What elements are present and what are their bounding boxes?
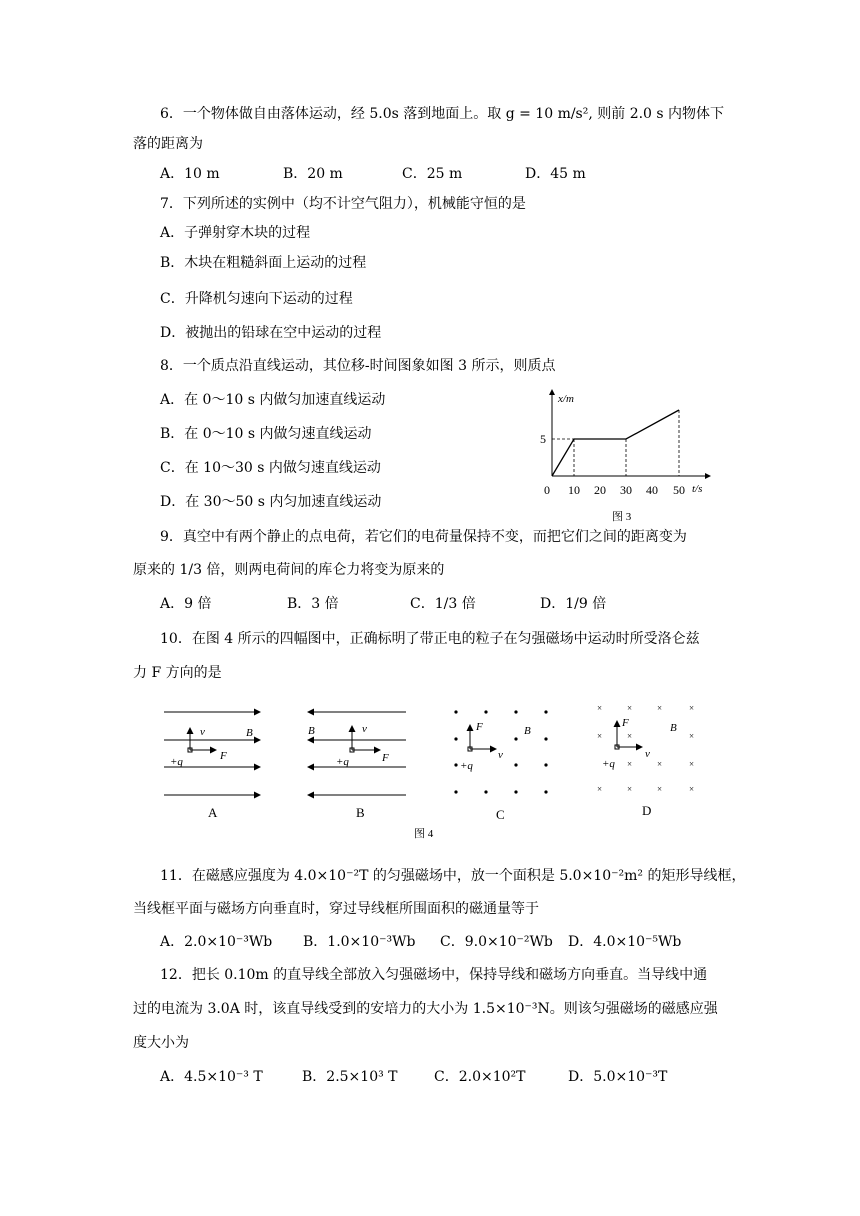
svg-text:×: × (657, 759, 663, 769)
b-label: B (308, 725, 315, 737)
q6-option-d: D．45 m (525, 166, 586, 182)
q8-option-d: D．在 30～50 s 内匀加速直线运动 (160, 494, 382, 510)
panel-label-d: D (642, 803, 652, 818)
y-axis-label: x/m (558, 393, 574, 405)
q-label: +q (460, 760, 473, 772)
b-label: B (670, 722, 677, 734)
x-tick-0: 0 (544, 483, 550, 497)
svg-text:×: × (597, 784, 603, 794)
q12-option-b: B．2.5×10³ T (302, 1069, 398, 1085)
q9-option-d: D．1/9 倍 (540, 596, 607, 612)
q8-stem: 8．一个质点沿直线运动，其位移-时间图象如图 3 所示，则质点 (160, 358, 556, 374)
svg-text:×: × (689, 731, 695, 741)
q6-option-c: C．25 m (402, 166, 463, 182)
q7-stem: 7．下列所述的实例中（均不计空气阻力），机械能守恒的是 (160, 196, 526, 212)
q9-option-c: C．1/3 倍 (410, 596, 476, 612)
svg-text:×: × (627, 784, 633, 794)
f-label: F (382, 752, 389, 764)
q7-option-a: A．子弹射穿木块的过程 (160, 225, 311, 241)
q-label: +q (602, 758, 615, 770)
q12-stem-line3: 度大小为 (133, 1035, 189, 1051)
f-label: F (622, 717, 629, 729)
q9-stem-line2: 原来的 1/3 倍，则两电荷间的库仑力将变为原来的 (133, 562, 445, 578)
x-tick-20: 20 (594, 483, 606, 497)
panel-d (597, 703, 694, 818)
panel-label-c: C (496, 807, 505, 822)
panel-b (308, 712, 406, 820)
y-tick-5: 5 (540, 432, 546, 446)
v-label: v (498, 749, 503, 761)
x-axis-label: t/s (692, 483, 703, 495)
x-tick-50: 50 (673, 483, 685, 497)
q11-stem-line2: 当线框平面与磁场方向垂直时，穿过导线框所围面积的磁通量等于 (133, 901, 539, 917)
f-label: F (476, 721, 483, 733)
figure-3-caption: 图 3 (612, 511, 632, 523)
svg-text:×: × (597, 703, 603, 713)
q-label: +q (336, 756, 349, 768)
q11-stem-line1: 11．在磁感应强度为 4.0×10⁻²T 的匀强磁场中，放一个面积是 5.0×10⁻²m² 的矩形导线框， (160, 868, 746, 884)
panel-label-b: B (356, 805, 365, 820)
q6-option-a: A．10 m (160, 166, 220, 182)
figure-4-lorentz-force (150, 695, 720, 845)
q11-option-b: B．1.0×10⁻³Wb (303, 934, 416, 950)
f-label: F (220, 750, 227, 762)
q9-option-b: B．3 倍 (287, 596, 339, 612)
svg-text:×: × (627, 731, 633, 741)
svg-text:×: × (689, 759, 695, 769)
v-label: v (362, 723, 367, 735)
q6-option-b: B．20 m (283, 166, 343, 182)
panel-c (454, 710, 547, 822)
q12-option-a: A．4.5×10⁻³ T (160, 1069, 263, 1085)
q9-option-a: A．9 倍 (160, 596, 212, 612)
x-tick-40: 40 (646, 483, 658, 497)
q8-option-a: A．在 0～10 s 内做匀加速直线运动 (160, 392, 386, 408)
q8-option-c: C．在 10～30 s 内做匀速直线运动 (160, 460, 381, 476)
q7-option-b: B．木块在粗糙斜面上运动的过程 (160, 255, 367, 271)
panel-label-a: A (208, 805, 218, 820)
svg-text:×: × (689, 784, 695, 794)
x-tick-10: 10 (568, 483, 580, 497)
q12-option-d: D．5.0×10⁻³T (568, 1069, 668, 1085)
svg-text:×: × (657, 784, 663, 794)
xt-graph-line (552, 410, 679, 476)
q12-stem-line2: 过的电流为 3.0A 时，该直导线受到的安培力的大小为 1.5×10⁻³N。则该匀强磁场的磁感应强 (133, 1001, 718, 1017)
q6-stem-line2: 落的距离为 (133, 136, 203, 152)
svg-text:×: × (657, 703, 663, 713)
svg-text:×: × (627, 703, 633, 713)
q7-option-d: D．被抛出的铅球在空中运动的过程 (160, 325, 382, 341)
svg-text:×: × (597, 731, 603, 741)
svg-text:×: × (627, 759, 633, 769)
q11-option-a: A．2.0×10⁻³Wb (160, 934, 273, 950)
q7-option-c: C．升降机匀速向下运动的过程 (160, 291, 353, 307)
b-label: B (524, 725, 531, 737)
x-tick-30: 30 (620, 483, 632, 497)
svg-text:×: × (689, 703, 695, 713)
figure-4-caption: 图 4 (414, 828, 434, 840)
q-label: +q (170, 756, 183, 768)
b-label: B (246, 727, 253, 739)
figure-3-xt-graph (532, 380, 722, 528)
q11-option-d: D．4.0×10⁻⁵Wb (568, 934, 682, 950)
q10-stem-line2: 力 F 方向的是 (133, 665, 222, 681)
v-label: v (645, 748, 650, 760)
q11-option-c: C．9.0×10⁻²Wb (440, 934, 553, 950)
q12-stem-line1: 12．把长 0.10m 的直导线全部放入匀强磁场中，保持导线和磁场方向垂直。当导线中通 (160, 967, 708, 983)
q6-stem-line1: 6．一个物体做自由落体运动，经 5.0s 落到地面上。取 g = 10 m/s², 则前 2.0 s 内物体下 (160, 106, 725, 122)
panel-a (164, 712, 260, 820)
q10-stem-line1: 10．在图 4 所示的四幅图中，正确标明了带正电的粒子在匀强磁场中运动时所受洛仑兹 (160, 631, 700, 647)
q12-option-c: C．2.0×10²T (434, 1069, 526, 1085)
q8-option-b: B．在 0～10 s 内做匀速直线运动 (160, 426, 372, 442)
v-label: v (200, 726, 205, 738)
q9-stem-line1: 9．真空中有两个静止的点电荷，若它们的电荷量保持不变，而把它们之间的距离变为 (160, 529, 687, 545)
